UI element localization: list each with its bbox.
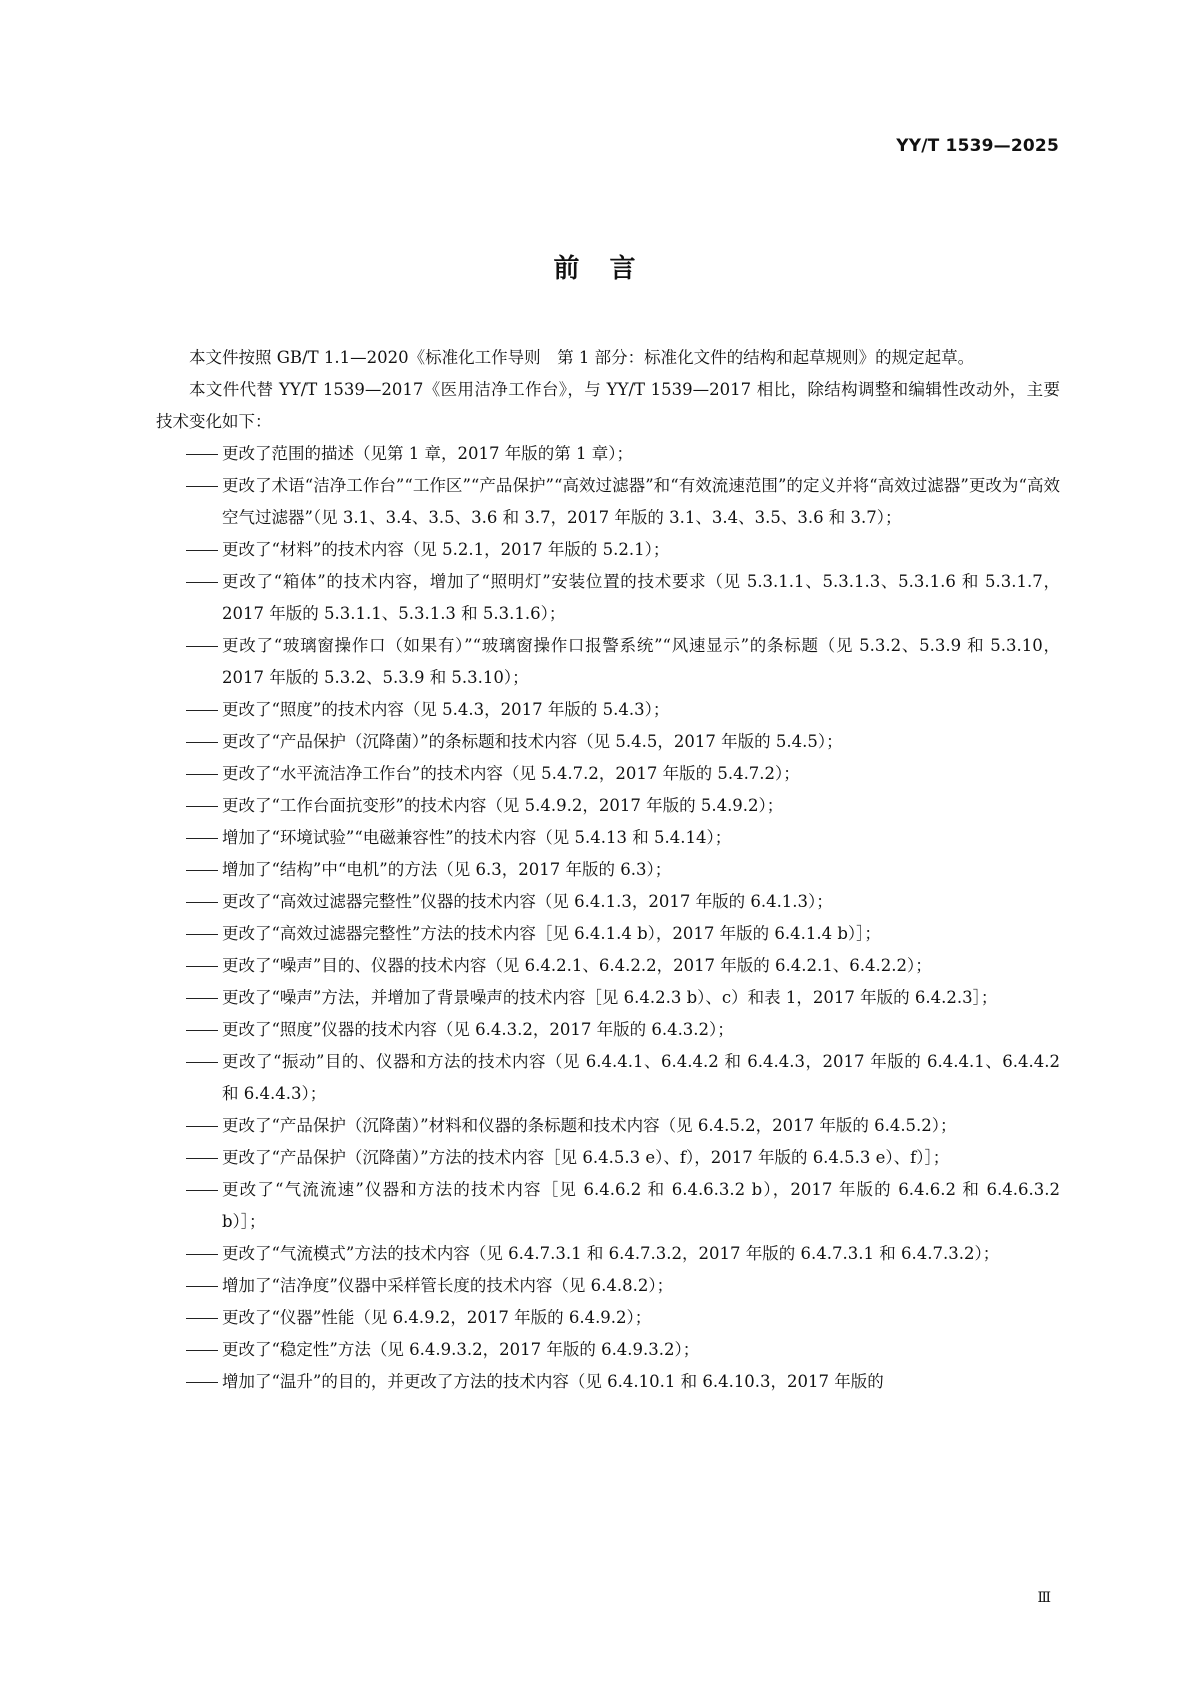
change-item [156,566,1060,630]
change-item-text: 增加了“洁净度”仪器中采样管长度的技术内容（见 6.4.8.2）； [222,1276,674,1295]
change-item-text: 更改了“产品保护（沉降菌）”方法的技术内容［见 6.4.5.3 e）、f），2017 年版的 6.4.5.3 e）、f）］； [222,1148,950,1167]
change-item [156,822,1060,854]
change-item-text: 更改了“高效过滤器完整性”方法的技术内容［见 6.4.1.4 b），2017 年版的 6.4.1.4 b）］； [222,924,881,943]
change-item [156,918,1060,950]
change-item [156,726,1060,758]
change-item [156,886,1060,918]
change-item [156,1302,1060,1334]
change-item-text: 更改了“箱体”的技术内容，增加了“照明灯”安装位置的技术要求（见 5.3.1.1、5.3.1.3、5.3.1.6 和 5.3.1.7，2017 年版的 5.3.1.1、5.3.1.3 和 5.3.1.6）； [222,572,1060,623]
change-item-text: 更改了“工作台面抗变形”的技术内容（见 5.4.9.2，2017 年版的 5.4.9.2）； [222,796,784,815]
change-item [156,1014,1060,1046]
change-item-text: 更改了范围的描述（见第 1 章，2017 年版的第 1 章）； [222,444,633,463]
change-item [156,1270,1060,1302]
intro-paragraph-replacement: 本文件代替 YY/T 1539—2017《医用洁净工作台》，与 YY/T 1539—2017 相比，除结构调整和编辑性改动外，主要技术变化如下： [156,380,1060,431]
change-item-text: 增加了“温升”的目的，并更改了方法的技术内容（见 6.4.10.1 和 6.4.10.3，2017 年版的 [222,1372,884,1391]
change-item [156,534,1060,566]
change-item-text: 增加了“结构”中“电机”的方法（见 6.3，2017 年版的 6.3）； [222,860,672,879]
change-item [156,438,1060,470]
change-item [156,982,1060,1014]
change-item [156,694,1060,726]
page-number: Ⅲ [1037,1590,1051,1606]
change-item [156,1174,1060,1238]
change-item-text: 更改了“振动”目的、仪器和方法的技术内容（见 6.4.4.1、6.4.4.2 和 6.4.4.3，2017 年版的 6.4.4.1、6.4.4.2 和 6.4.4.3）； [222,1052,1060,1103]
change-item-text: 更改了“水平流洁净工作台”的技术内容（见 5.4.7.2，2017 年版的 5.4.7.2）； [222,764,800,783]
change-item-text: 更改了“仪器”性能（见 6.4.9.2，2017 年版的 6.4.9.2）； [222,1308,652,1327]
change-item [156,1366,1060,1398]
change-item-text: 更改了“照度”仪器的技术内容（见 6.4.3.2，2017 年版的 6.4.3.2）； [222,1020,734,1039]
change-item-text: 更改了术语“洁净工作台”“工作区”“产品保护”“高效过滤器”和“有效流速范围”的定义并将“高效过滤器”更改为“高效空气过滤器”（见 3.1、3.4、3.5、3.6 和 3.7，2017 年版的 3.1、3.4、3.5、3.6 和 3.7）； [222,476,1060,527]
change-item [156,470,1060,534]
changes-list [156,438,1060,1398]
change-item [156,1142,1060,1174]
change-item-text: 更改了“气流流速”仪器和方法的技术内容［见 6.4.6.2 和 6.4.6.3.2 b），2017 年版的 6.4.6.2 和 6.4.6.3.2 b）］； [222,1180,1060,1231]
change-item [156,1238,1060,1270]
change-item-text: 更改了“玻璃窗操作口（如果有）”“玻璃窗操作口报警系统”“风速显示”的条标题（见 5.3.2、5.3.9 和 5.3.10，2017 年版的 5.3.2、5.3.9 和 5.3.10）； [222,636,1060,687]
change-item-text: 更改了“气流模式”方法的技术内容（见 6.4.7.3.1 和 6.4.7.3.2，2017 年版的 6.4.7.3.1 和 6.4.7.3.2）； [222,1244,1000,1263]
change-item [156,758,1060,790]
change-item [156,630,1060,694]
change-item-text: 更改了“材料”的技术内容（见 5.2.1，2017 年版的 5.2.1）； [222,540,670,559]
standard-code: YY/T 1539—2025 [896,136,1059,156]
change-item [156,854,1060,886]
change-item-text: 更改了“噪声”目的、仪器的技术内容（见 6.4.2.1、6.4.2.2，2017 年版的 6.4.2.1、6.4.2.2）； [222,956,932,975]
page-title: 前 言 [553,254,638,284]
document-body [156,342,1060,1398]
change-item-text: 更改了“照度”的技术内容（见 5.4.3，2017 年版的 5.4.3）； [222,700,670,719]
change-item-text: 更改了“产品保护（沉降菌）”材料和仪器的条标题和技术内容（见 6.4.5.2，2017 年版的 6.4.5.2）； [222,1116,957,1135]
change-item [156,1334,1060,1366]
change-item [156,1110,1060,1142]
change-item-text: 更改了“稳定性”方法（见 6.4.9.3.2，2017 年版的 6.4.9.3.2）； [222,1340,700,1359]
change-item [156,950,1060,982]
intro-paragraph-drafting: 本文件按照 GB/T 1.1—2020《标准化工作导则 第 1 部分：标准化文件的结构和起草规则》的规定起草。 [189,348,975,367]
change-item-text: 增加了“环境试验”“电磁兼容性”的技术内容（见 5.4.13 和 5.4.14）； [222,828,732,847]
change-item [156,1046,1060,1110]
change-item-text: 更改了“产品保护（沉降菌）”的条标题和技术内容（见 5.4.5，2017 年版的 5.4.5）； [222,732,843,751]
change-item-text: 更改了“高效过滤器完整性”仪器的技术内容（见 6.4.1.3，2017 年版的 6.4.1.3）； [222,892,833,911]
change-item [156,790,1060,822]
change-item-text: 更改了“噪声”方法，并增加了背景噪声的技术内容［见 6.4.2.3 b）、c）和表 1，2017 年版的 6.4.2.3］； [222,988,998,1007]
